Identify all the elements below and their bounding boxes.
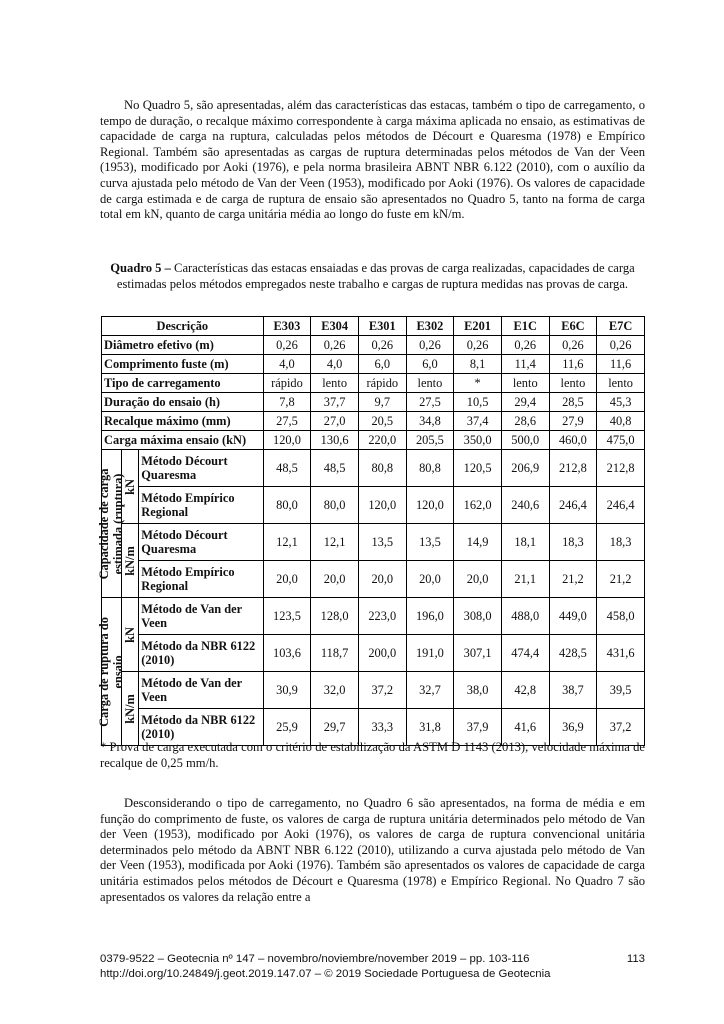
method-label: Método Empírico Regional [139, 487, 263, 524]
table-cell: 0,26 [501, 336, 549, 355]
method-label: Método Empírico Regional [139, 561, 263, 598]
table-row [102, 635, 645, 672]
table-cell: 29,4 [501, 393, 549, 412]
table-cell: 191,0 [406, 635, 454, 672]
table-cell: 12,1 [311, 524, 359, 561]
table-cell: 0,26 [454, 336, 502, 355]
caption-label: Quadro 5 – [110, 261, 171, 275]
header-column: E303 [263, 317, 311, 336]
group-label-line: ensaio [111, 654, 126, 689]
table-cell: 205,5 [406, 431, 454, 450]
table-cell: 34,8 [406, 412, 454, 431]
table-cell: 212,8 [597, 450, 645, 487]
table-cell: 0,26 [549, 336, 597, 355]
table-cell: 11,6 [549, 355, 597, 374]
table-cell: 500,0 [501, 431, 549, 450]
table-cell: 162,0 [454, 487, 502, 524]
table-cell: 20,0 [454, 561, 502, 598]
table-cell: 48,5 [311, 450, 359, 487]
table-cell: lento [311, 374, 359, 393]
table-cell: 474,4 [501, 635, 549, 672]
table-row [102, 374, 645, 393]
row-label: Tipo de carregamento [102, 374, 264, 393]
unit-label [121, 450, 139, 524]
table-row [102, 524, 645, 561]
row-label: Diâmetro efetivo (m) [102, 336, 264, 355]
table-cell: 0,26 [263, 336, 311, 355]
method-label: Método da NBR 6122 (2010) [139, 709, 263, 746]
table-cell: 32,0 [311, 672, 359, 709]
group2-label [97, 598, 126, 746]
table-cell: 20,0 [311, 561, 359, 598]
row-label: Carga máxima ensaio (kN) [102, 431, 264, 450]
table-cell: 196,0 [406, 598, 454, 635]
table-caption [100, 261, 645, 292]
table-cell: 212,8 [549, 450, 597, 487]
table-cell: 20,0 [358, 561, 406, 598]
unit-label-text: kN/m [122, 693, 137, 724]
table-cell: 25,9 [263, 709, 311, 746]
unit-label-text: kN/m [122, 545, 137, 576]
table-cell: 206,9 [501, 450, 549, 487]
table-cell: 130,6 [311, 431, 359, 450]
table-cell: 6,0 [406, 355, 454, 374]
table-cell: 308,0 [454, 598, 502, 635]
table-cell: 120,0 [358, 487, 406, 524]
table-cell: 428,5 [549, 635, 597, 672]
table-row [102, 393, 645, 412]
table-cell: 120,5 [454, 450, 502, 487]
table-cell: 460,0 [549, 431, 597, 450]
method-label: Método da NBR 6122 (2010) [139, 635, 263, 672]
table-cell: 42,8 [501, 672, 549, 709]
row-label: Recalque máximo (mm) [102, 412, 264, 431]
table-cell: 27,5 [406, 393, 454, 412]
table-cell: lento [549, 374, 597, 393]
table-cell: 4,0 [263, 355, 311, 374]
quadro-5-table [97, 316, 645, 746]
unit-label-text: kN [122, 478, 137, 495]
table-cell: 123,5 [263, 598, 311, 635]
table-cell: rápido [358, 374, 406, 393]
table-cell: 38,0 [454, 672, 502, 709]
table-cell: 120,0 [406, 487, 454, 524]
table-cell: 80,8 [406, 450, 454, 487]
table-cell: 240,6 [501, 487, 549, 524]
table-cell: lento [501, 374, 549, 393]
table-cell: 120,0 [263, 431, 311, 450]
page-number: 113 [626, 953, 645, 965]
body-paragraph-1: No Quadro 5, são apresentadas, além das características das estacas, também o tipo de carregamento, o tempo de duração, o recalque máximo correspondente à carga máxima aplicada no ensaio, as estimativas de capacidade de carga na ruptura, calculadas pelos métodos de Décourt e Quaresma (1978) e Empírico Regional. Também são apresentadas as cargas de ruptura determinadas pelos métodos de Van der Veen (1953), modificado por Aoki (1976), e pela norma brasileira ABNT NBR 6.122 (2010), com o auxílio da curva ajustada pelo método de Van der Veen (1953), modificado por Aoki (1976). Os valores de capacidade de carga estimada e de carga de ruptura de ensaio são apresentados no Quadro 5, tanto na forma de carga total em kN, quanto de carga unitária média ao longo do fuste em kN/m. [100, 98, 645, 222]
table-cell: 118,7 [311, 635, 359, 672]
table-cell: 246,4 [549, 487, 597, 524]
table-row [102, 672, 645, 709]
table-row [102, 598, 645, 635]
table-cell: rápido [263, 374, 311, 393]
table-cell: 80,0 [311, 487, 359, 524]
row-label: Duração do ensaio (h) [102, 393, 264, 412]
table-cell: 38,7 [549, 672, 597, 709]
method-label: Método Décourt Quaresma [139, 524, 263, 561]
table-cell: 20,0 [263, 561, 311, 598]
table-cell: 20,5 [358, 412, 406, 431]
table-cell: 0,26 [406, 336, 454, 355]
table-cell: 30,9 [263, 672, 311, 709]
footer-journal-line: 0379-9522 – Geotecnia nº 147 – novembro/noviembre/november 2019 – pp. 103-116 [100, 953, 530, 965]
table-row [102, 412, 645, 431]
table-cell: 37,2 [597, 709, 645, 746]
header-column: E7C [597, 317, 645, 336]
table-row [102, 450, 645, 487]
table-cell: 18,1 [501, 524, 549, 561]
unit-label [121, 672, 139, 746]
table-cell: 18,3 [597, 524, 645, 561]
table-cell: 14,9 [454, 524, 502, 561]
table-cell: 10,5 [454, 393, 502, 412]
table-cell: 21,2 [549, 561, 597, 598]
table-cell: 80,8 [358, 450, 406, 487]
header-column: E1C [501, 317, 549, 336]
table-cell: 7,8 [263, 393, 311, 412]
table-row [102, 487, 645, 524]
table-cell: 488,0 [501, 598, 549, 635]
table-row [102, 336, 645, 355]
group-label-line: Capacidade de carga [97, 468, 112, 579]
table-cell: 28,5 [549, 393, 597, 412]
method-label: Método de Van der Veen [139, 598, 263, 635]
header-descricao: Descrição [102, 317, 264, 336]
table-cell: 11,6 [597, 355, 645, 374]
table-footnote: * Prova de carga executada com o critério de estabilização da ASTM D 1143 (2013), velocidade máxima de recalque de 0,25 mm/h. [100, 740, 645, 770]
table-cell: 27,5 [263, 412, 311, 431]
table-cell: 458,0 [597, 598, 645, 635]
table-cell: 37,9 [454, 709, 502, 746]
caption-text: Características das estacas ensaiadas e das provas de carga realizadas, capacidades de carga estimadas pelos métodos empregados neste trabalho e cargas de ruptura medidas nas provas de carga. [116, 261, 635, 291]
table-cell: 246,4 [597, 487, 645, 524]
table-cell: 0,26 [358, 336, 406, 355]
table-row [102, 355, 645, 374]
table-cell: 27,0 [311, 412, 359, 431]
table-cell: 220,0 [358, 431, 406, 450]
table-cell: 27,9 [549, 412, 597, 431]
table-cell: 29,7 [311, 709, 359, 746]
table-row [102, 561, 645, 598]
table-row [102, 431, 645, 450]
table-cell: 431,6 [597, 635, 645, 672]
table-cell: 39,5 [597, 672, 645, 709]
table-cell: 37,4 [454, 412, 502, 431]
table-cell: 223,0 [358, 598, 406, 635]
table-cell: 0,26 [311, 336, 359, 355]
table-cell: 307,1 [454, 635, 502, 672]
table-cell: 200,0 [358, 635, 406, 672]
table-cell: 37,7 [311, 393, 359, 412]
table-cell: 41,6 [501, 709, 549, 746]
group-label-line: Carga de ruptura do [97, 616, 112, 727]
table-cell: 33,3 [358, 709, 406, 746]
table-cell: lento [597, 374, 645, 393]
body-paragraph-2: Desconsiderando o tipo de carregamento, no Quadro 6 são apresentados, na forma de média e em função do comprimento de fuste, os valores de carga de ruptura unitária determinados pelo método de Van der Veen (1953), modificado por Aoki (1976), os valores de carga de ruptura convencional unitária determinados pelo método da ABNT NBR 6.122 (2010), utilizando a curva ajustada pelo método de Van der Veen (1953), modificada por Aoki (1976). Também são apresentados os valores de capacidade de carga unitária estimados pelos métodos de Décourt e Quaresma (1978) e Empírico Regional. No Quadro 7 são apresentados os valores da relação entre a [100, 796, 645, 904]
group1-label [97, 450, 126, 598]
table-cell: 475,0 [597, 431, 645, 450]
table-cell: * [454, 374, 502, 393]
footer-doi-line: http://doi.org/10.24849/j.geot.2019.147.07 – © 2019 Sociedade Portuguesa de Geotecnia [100, 968, 551, 980]
method-label: Método Décourt Quaresma [139, 450, 263, 487]
table-cell: 11,4 [501, 355, 549, 374]
table-cell: 128,0 [311, 598, 359, 635]
table-cell: 21,1 [501, 561, 549, 598]
method-label: Método de Van der Veen [139, 672, 263, 709]
table-cell: 48,5 [263, 450, 311, 487]
table-cell: 13,5 [406, 524, 454, 561]
unit-label-text: kN [122, 626, 137, 643]
table-cell: 45,3 [597, 393, 645, 412]
table-cell: 32,7 [406, 672, 454, 709]
table-header-row [102, 317, 645, 336]
table-cell: 0,26 [597, 336, 645, 355]
table-cell: 350,0 [454, 431, 502, 450]
table-cell: 40,8 [597, 412, 645, 431]
row-label: Comprimento fuste (m) [102, 355, 264, 374]
table-cell: 449,0 [549, 598, 597, 635]
table-cell: 21,2 [597, 561, 645, 598]
header-column: E302 [406, 317, 454, 336]
table-cell: 36,9 [549, 709, 597, 746]
table-cell: 103,6 [263, 635, 311, 672]
table-cell: 8,1 [454, 355, 502, 374]
header-column: E6C [549, 317, 597, 336]
unit-label [121, 598, 139, 672]
table-cell: lento [406, 374, 454, 393]
group-label-line: estimada (ruptura) [111, 473, 126, 574]
table-cell: 9,7 [358, 393, 406, 412]
table-cell: 6,0 [358, 355, 406, 374]
table-cell: 12,1 [263, 524, 311, 561]
header-column: E201 [454, 317, 502, 336]
table-cell: 18,3 [549, 524, 597, 561]
table-cell: 37,2 [358, 672, 406, 709]
table-cell: 4,0 [311, 355, 359, 374]
table-cell: 20,0 [406, 561, 454, 598]
table-cell: 80,0 [263, 487, 311, 524]
table-cell: 13,5 [358, 524, 406, 561]
table-cell: 31,8 [406, 709, 454, 746]
header-column: E304 [311, 317, 359, 336]
table-cell: 28,6 [501, 412, 549, 431]
unit-label [121, 524, 139, 598]
header-column: E301 [358, 317, 406, 336]
